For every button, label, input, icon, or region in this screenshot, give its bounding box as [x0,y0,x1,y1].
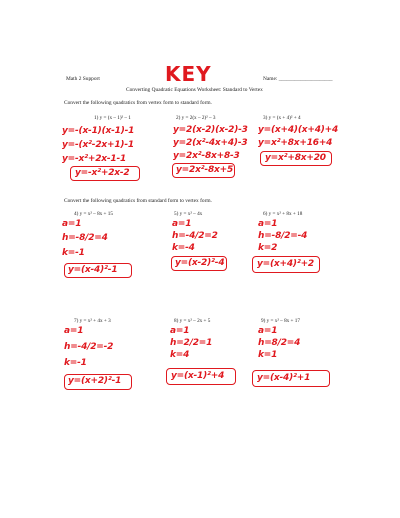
problem-1-work-line: y=-x²+2x-1-1 [62,154,127,164]
problem-3-work-line: y=(x+4)(x+4)+4 [258,125,339,135]
problem-4-equation: 4) y = x² – 8x + 15 [74,211,113,217]
problem-8-k: k=4 [170,350,190,360]
problem-9-equation: 9) y = x² – 8x + 17 [261,318,300,324]
problem-2-work-line: y=2x²-8x+8-3 [173,151,240,161]
problem-6-k: k=2 [258,243,278,253]
problem-1-work-line: y=-(x-1)(x-1)-1 [62,126,135,136]
problem-4-k: k=-1 [62,248,85,258]
problem-9-k: k=1 [258,350,278,360]
problem-2-answer: y=2x²-8x+5 [176,165,234,175]
problem-7-h: h=-4/2=-2 [64,342,114,352]
problem-6-h: h=-8/2=-4 [258,231,308,241]
problem-8-h: h=2/2=1 [170,338,213,348]
problem-2-work-line: y=2(x²-4x+4)-3 [173,138,248,148]
problem-7-k: k=-1 [64,358,87,368]
name-field-label: Name: ____________________ [263,76,333,82]
problem-1-equation: 1) y = (x – 1)² – 1 [94,115,131,121]
problem-5-a: a=1 [172,219,192,229]
problem-8-answer: y=(x-1)²+4 [171,371,225,381]
problem-1-work-line: y=-(x²-2x+1)-1 [62,140,134,150]
worksheet-title: Converting Quadratic Equations Worksheet: Standard to Vertex [126,87,263,93]
section1-instruction: Convert the following quadratics from vertex form to standard form. [64,100,212,106]
problem-8-equation: 8) y = x² – 2x + 5 [174,318,211,324]
problem-7-a: a=1 [64,326,84,336]
problem-9-a: a=1 [258,326,278,336]
course-label: Math 2 Support [66,76,100,82]
problem-9-answer: y=(x-4)²+1 [257,373,311,383]
problem-3-work-line: y=x²+8x+16+4 [258,138,333,148]
problem-3-equation: 3) y = (x + 4)² + 4 [263,115,301,121]
section2-instruction: Convert the following quadratics from standard form to vertex form. [64,198,212,204]
problem-5-h: h=-4/2=2 [172,231,218,241]
problem-6-equation: 6) y = x² + 8x + 18 [263,211,303,217]
problem-7-answer: y=(x+2)²-1 [68,376,122,386]
problem-2-equation: 2) y = 2(x – 2)² – 3 [176,115,216,121]
answer-key-stamp: KEY [165,62,212,86]
problem-2-work-line: y=2(x-2)(x-2)-3 [173,125,248,135]
problem-8-a: a=1 [170,326,190,336]
problem-5-answer: y=(x-2)²-4 [175,258,225,268]
problem-4-a: a=1 [62,219,82,229]
problem-1-answer: y=-x²+2x-2 [75,168,130,178]
problem-3-answer: y=x²+8x+20 [265,153,326,163]
problem-4-answer: y=(x-4)²-1 [68,265,118,275]
problem-7-equation: 7) y = x² + 4x + 3 [74,318,111,324]
problem-4-h: h=-8/2=4 [62,233,108,243]
problem-5-equation: 5) y = x² – 4x [174,211,203,217]
problem-9-h: h=8/2=4 [258,338,301,348]
problem-6-a: a=1 [258,219,278,229]
problem-6-answer: y=(x+4)²+2 [257,259,314,269]
problem-5-k: k=-4 [172,243,195,253]
